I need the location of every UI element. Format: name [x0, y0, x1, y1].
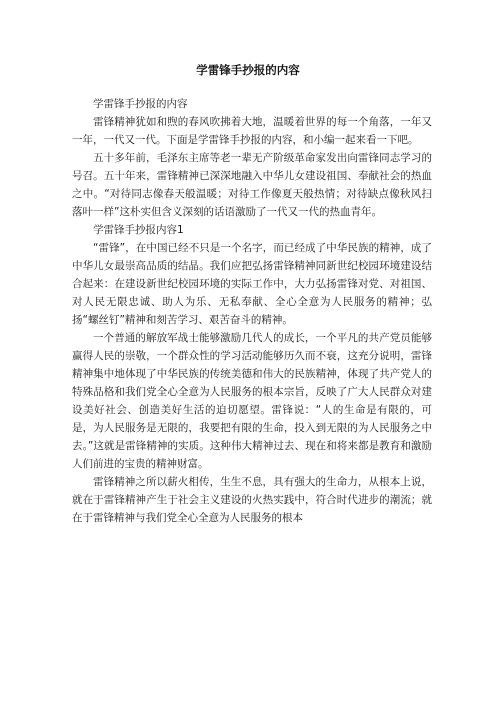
paragraph: 雷锋精神之所以薪火相传，生生不息，具有强大的生命力，从根本上说，就在于雷锋精神产生于社会主义建设的火热实践中，符合时代进步的潮流；就在于雷锋精神与我们党全心全意为人民服务的根本 [72, 476, 432, 524]
paragraph: 五十多年前，毛泽东主席等老一辈无产阶级革命家发出向雷锋同志学习的号召。五十年来，雷锋精神已深深地融入中华儿女建设祖国、奉献社会的热血之中。“对待同志像春天般温暖；对待工作像夏天般热情；对待缺点像秋风扫落叶一样”这朴实但含义深刻的话语激励了一代又一代的热血青年。 [72, 152, 432, 218]
document-body [72, 95, 432, 527]
section-heading: 学雷锋手抄报内容1 [93, 224, 184, 236]
section-heading: 学雷锋手抄报的内容 [93, 98, 188, 110]
document-title: 学雷锋手抄报的内容 [196, 63, 300, 77]
paragraph: 一个普通的解放军战士能够激励几代人的成长，一个平凡的共产党员能够赢得人民的崇敬，一个群众性的学习活动能够历久而不衰，这充分说明，雷锋精神集中地体现了中华民族的传统美德和伟大的民族精神，体现了共产党人的特殊品格和我们党全心全意为人民服务的根本宗旨，反映了广大人民群众对建设美好社会、创造美好生活的迫切愿望。雷锋说：“人的生命是有限的，可是，为人民服务是无限的，我要把有限的生命，投入到无限的为人民服务之中去。”这就是雷锋精神的实质。这种伟大精神过去、现在和将来都是教育和激励人们前进的宝贵的精神财富。 [72, 332, 432, 470]
paragraph: “雷锋”，在中国已经不只是一个名字，而已经成了中华民族的精神，成了中华儿女最崇高品质的结晶。我们应把弘扬雷锋精神同新世纪校园环境建设结合起来：在建设新世纪校园环境的实际工作中，大力弘扬雷锋对党、对祖国、对人民无限忠诚、助人为乐、无私奉献、全心全意为人民服务的精神；弘扬“螺丝钉”精神和刻苦学习、艰苦奋斗的精神。 [72, 242, 432, 326]
paragraph: 雷锋精神犹如和煦的春风吹拂着大地，温暖着世界的每一个角落，一年又一年，一代又一代。下面是学雷锋手抄报的内容，和小编一起来看一下吧。 [72, 116, 432, 146]
